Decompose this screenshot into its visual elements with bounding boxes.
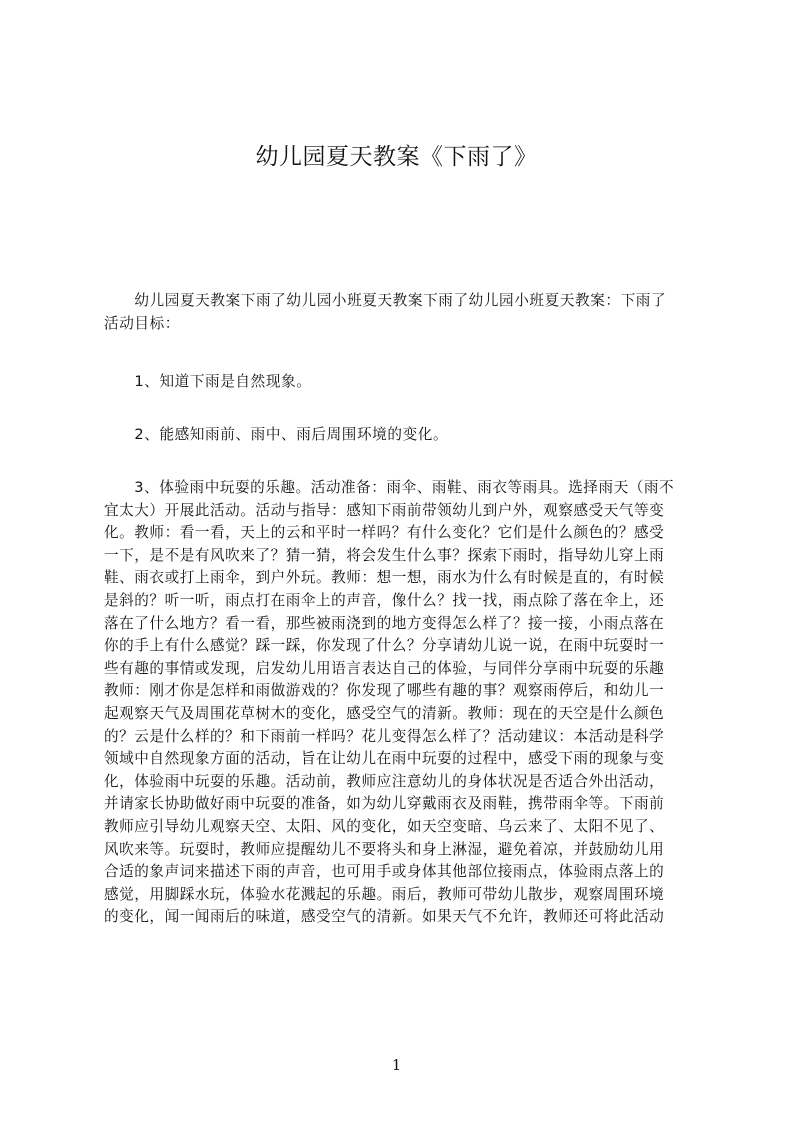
body-line: 并请家长协助做好雨中玩耍的准备，如为幼儿穿戴雨衣及雨鞋，携带雨伞等。下雨前 [104,795,665,813]
intro-paragraph [104,289,700,335]
intro-line: 活动目标： [104,315,180,332]
body-paragraph [104,477,710,929]
body-line: 的变化，闻一闻雨后的味道，感受空气的清新。如果天气不允许，教师还可将此活动 [104,908,665,926]
page-number: 1 [391,1056,402,1074]
document-title: 幼儿园夏天教案《下雨了》 [255,144,538,170]
body-line: 落在了什么地方？看一看，那些被雨浇到的地方变得怎么样了？接一接，小雨点落在 [104,614,665,632]
body-line: 是斜的？听一听，雨点打在雨伞上的声音，像什么？找一找，雨点除了落在伞上，还 [104,591,665,609]
body-line: 鞋、雨衣或打上雨伞，到户外玩。教师：想一想，雨水为什么有时候是直的，有时候 [104,569,665,587]
body-line: 3、体验雨中玩耍的乐趣。活动准备：雨伞、雨鞋、雨衣等雨具。选择雨天（雨不 [104,479,675,496]
goal-item: 2、能感知雨前、雨中、雨后周围环境的变化。 [104,426,449,443]
body-line: 一下，是不是有风吹来了？猜一猜，将会发生什么事？探索下雨时，指导幼儿穿上雨 [104,546,665,564]
intro-line: 幼儿园夏天教案下雨了幼儿园小班夏天教案下雨了幼儿园小班夏天教案：下雨了 [104,292,667,309]
body-line: 教师应引导幼儿观察天空、太阳、风的变化，如天空变暗、乌云来了、太阳不见了、 [104,817,665,835]
body-line: 合适的象声词来描述下雨的声音，也可用手或身体其他部位接雨点，体验雨点落上的 [104,863,665,881]
body-line: 的？云是什么样的？和下雨前一样吗？花儿变得怎么样了？活动建议：本活动是科学 [104,727,665,745]
body-line: 领域中自然现象方面的活动，旨在让幼儿在雨中玩耍的过程中，感受下雨的现象与变 [104,750,665,768]
body-line: 起观察天气及周围花草树木的变化，感受空气的清新。教师：现在的天空是什么颜色 [104,704,665,722]
body-line: 宜太大）开展此活动。活动与指导：感知下雨前带领幼儿到户外，观察感受天气等变 [104,501,665,519]
body-line: 化，体验雨中玩耍的乐趣。活动前，教师应注意幼儿的身体状况是否适合外出活动， [104,772,665,790]
body-line: 些有趣的事情或发现，启发幼儿用语言表达自己的体验，与同伴分享雨中玩耍的乐趣 [104,659,665,677]
body-line: 你的手上有什么感觉？踩一踩，你发现了什么？分享请幼儿说一说，在雨中玩耍时一 [104,637,665,655]
body-line: 感觉，用脚踩水玩，体验水花溅起的乐趣。雨后，教师可带幼儿散步，观察周围环境 [104,885,665,903]
body-line: 教师：刚才你是怎样和雨做游戏的？你发现了哪些有趣的事？观察雨停后，和幼儿一 [104,682,665,700]
body-line: 风吹来等。玩耍时，教师应提醒幼儿不要将头和身上淋湿，避免着凉，并鼓励幼儿用 [104,840,665,858]
body-line: 化。教师：看一看，天上的云和平时一样吗？有什么变化？它们是什么颜色的？感受 [104,524,665,542]
goal-item: 1、知道下雨是自然现象。 [104,373,312,390]
